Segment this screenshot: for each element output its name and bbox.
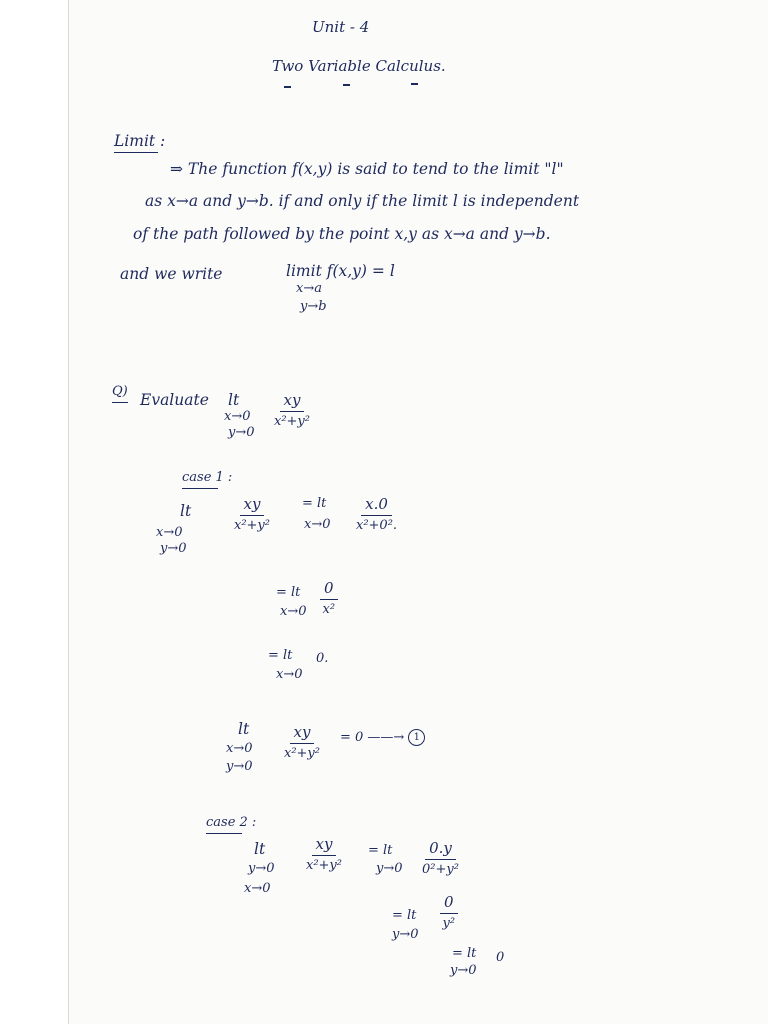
question-label-underline	[112, 402, 128, 403]
unit-title: Unit - 4	[312, 18, 370, 36]
case2-numerator-2: 0.y	[425, 840, 456, 860]
decor-dash	[343, 84, 350, 86]
case1-numerator-1: xy	[240, 496, 265, 516]
question-label: Q)	[112, 384, 128, 399]
limit-heading: Limit :	[114, 132, 166, 150]
question-numerator: xy	[280, 392, 305, 412]
case1-sub-x: x→0	[156, 525, 183, 540]
case1-sub-y: y→0	[160, 541, 187, 556]
case2-fraction-1	[306, 836, 342, 873]
subject-title: Two Variable Calculus.	[272, 57, 446, 75]
limit-line-4-lead: and we write	[120, 265, 223, 283]
case2-step2-numerator: 0	[440, 894, 458, 914]
limit-sub-y: y→b	[300, 299, 327, 314]
decor-dash	[411, 83, 418, 85]
question-sub-y: y→0	[228, 425, 255, 440]
case1-step2-lt: = lt	[276, 585, 301, 600]
case2-numerator-1: xy	[312, 836, 337, 856]
case2-step2-fraction	[440, 894, 458, 931]
notebook-page	[68, 0, 768, 1024]
question-lt: lt	[228, 391, 240, 409]
case1-eq-lt: = lt	[302, 496, 327, 511]
case2-eq-lt: = lt	[368, 843, 393, 858]
case1-step3-value: 0.	[316, 651, 329, 666]
limit-line-1: ⇒ The function f(x,y) is said to tend to the limit "l"	[170, 160, 564, 178]
case1-result-denominator: x²+y²	[284, 746, 320, 761]
case1-denominator-1: x²+y²	[234, 518, 270, 533]
case1-result-eq	[340, 729, 425, 746]
case1-result-sub-y: y→0	[226, 759, 253, 774]
case2-sub-y: y→0	[248, 861, 275, 876]
page-gutter	[0, 0, 68, 1024]
case1-denominator-2: x²+0².	[356, 518, 398, 533]
question-sub-x: x→0	[224, 409, 251, 424]
equation-tag-1: 1	[408, 729, 425, 746]
case1-eq-sub: x→0	[304, 517, 331, 532]
limit-heading-underline	[114, 152, 158, 153]
case1-step3-lt: = lt	[268, 648, 293, 663]
case1-heading: case 1 :	[182, 470, 233, 485]
case1-numerator-2: x.0	[361, 496, 392, 516]
case2-eq-sub: y→0	[376, 861, 403, 876]
case2-sub-x: x→0	[244, 881, 271, 896]
case1-fraction-2	[356, 496, 397, 533]
case1-result-numerator: xy	[290, 724, 315, 744]
limit-sub-x: x→a	[296, 281, 322, 296]
case2-step2-denominator: y²	[442, 916, 456, 931]
question-denominator: x²+y²	[274, 414, 310, 429]
case1-step2-numerator: 0	[320, 580, 338, 600]
question-fraction	[274, 392, 310, 429]
question-verb: Evaluate	[140, 391, 209, 409]
case2-heading-underline	[206, 833, 242, 834]
case2-denominator-1: x²+y²	[306, 858, 342, 873]
case1-lt: lt	[180, 502, 192, 520]
case1-step3-sub: x→0	[276, 667, 303, 682]
case2-denominator-2: 0²+y²	[422, 862, 459, 877]
decor-dash	[284, 86, 291, 88]
case2-step3-value: 0	[496, 950, 505, 965]
case1-result-sub-x: x→0	[226, 741, 253, 756]
case2-step3-lt: = lt	[452, 946, 477, 961]
case2-step2-sub: y→0	[392, 927, 419, 942]
case2-step2-lt: = lt	[392, 908, 417, 923]
case1-step2-sub: x→0	[280, 604, 307, 619]
limit-notation: limit f(x,y) = l	[286, 262, 395, 280]
case2-lt: lt	[254, 840, 266, 858]
case1-result-eq-text: = 0 ——→	[340, 730, 405, 745]
case1-step2-denominator: x²	[322, 602, 336, 617]
case2-step3-sub: y→0	[450, 963, 477, 978]
case2-heading: case 2 :	[206, 815, 257, 830]
case1-result-fraction	[284, 724, 320, 761]
case1-heading-underline	[182, 488, 218, 489]
case2-fraction-2	[422, 840, 459, 877]
case1-fraction-1	[234, 496, 270, 533]
limit-line-2: as x→a and y→b. if and only if the limit l is independent	[145, 192, 580, 210]
limit-line-3: of the path followed by the point x,y as x→a and y→b.	[133, 225, 551, 243]
case1-result-lt: lt	[238, 720, 250, 738]
case1-step2-fraction	[320, 580, 338, 617]
